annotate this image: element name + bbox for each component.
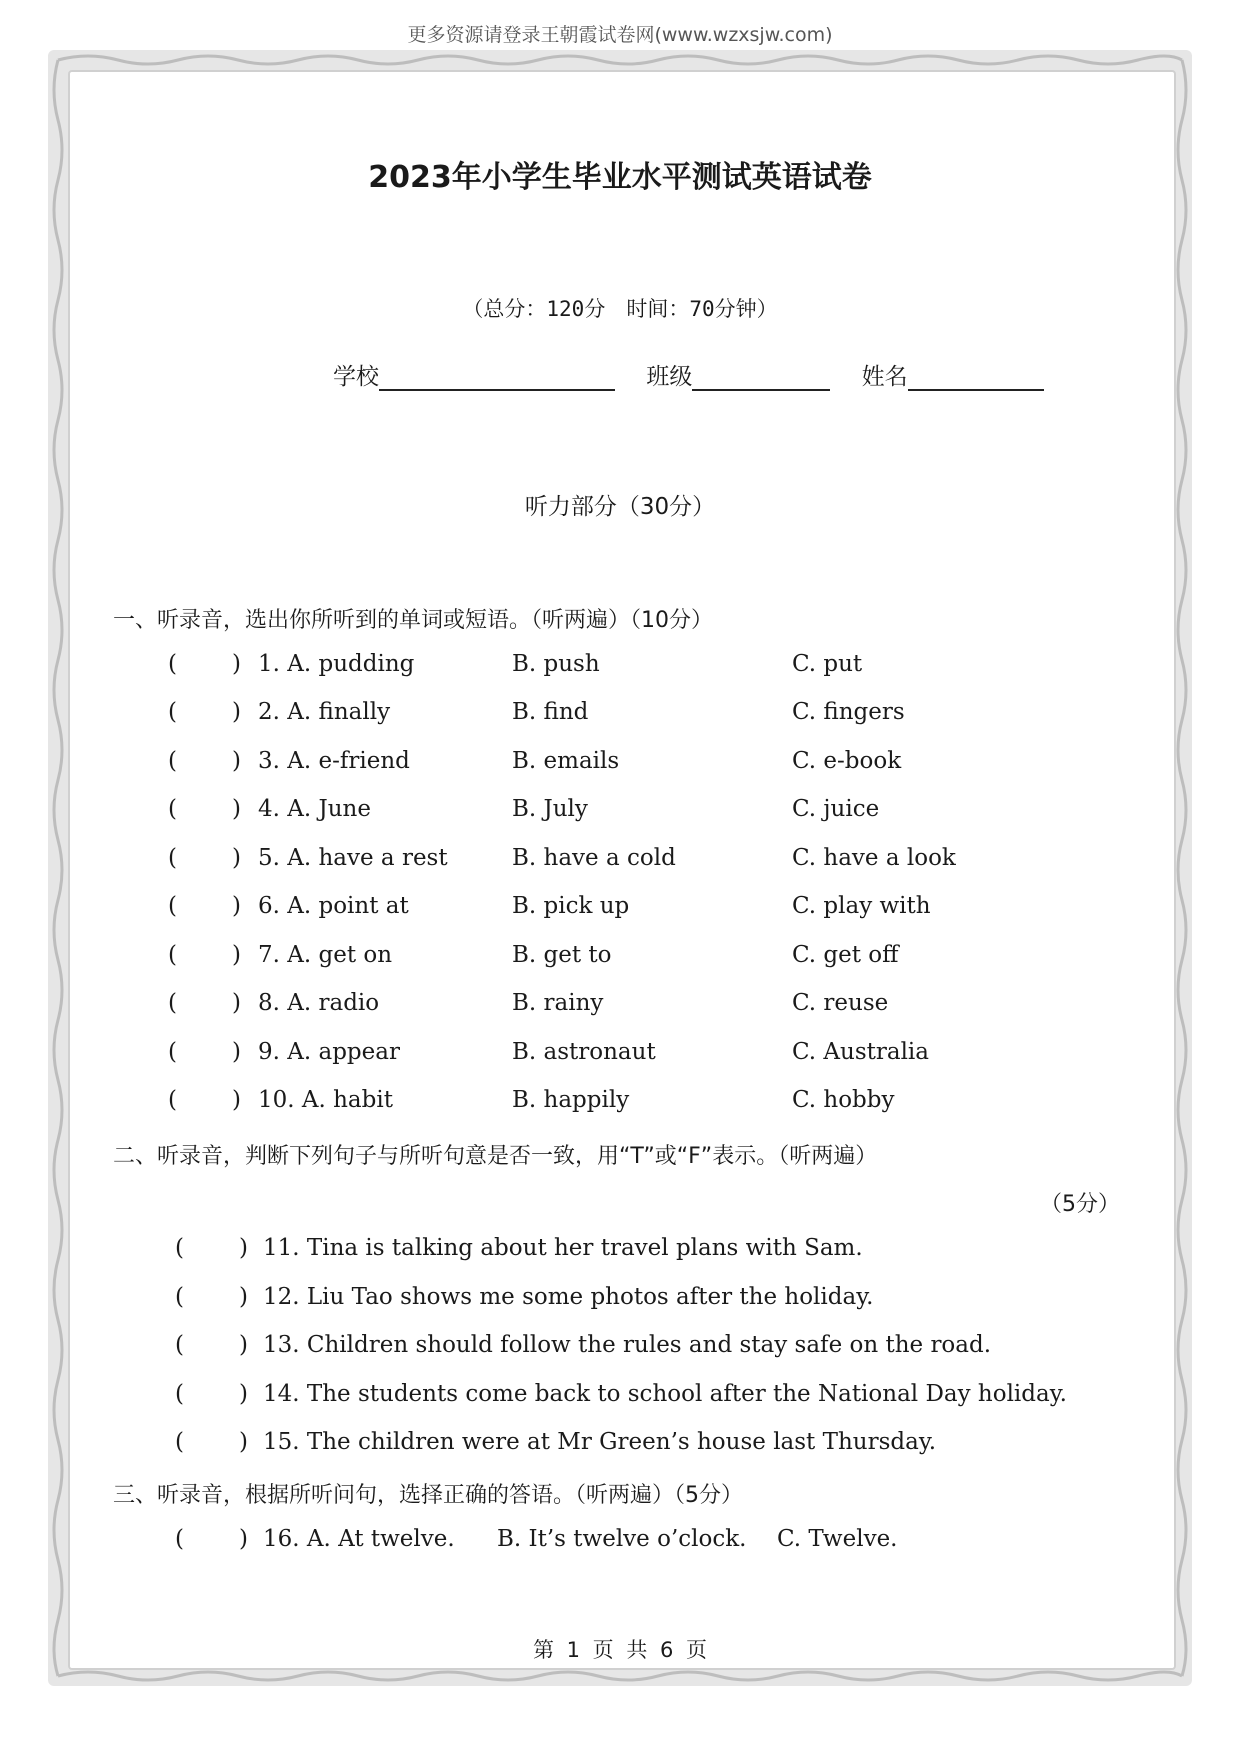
option-b: B. It’s twelve o’clock. — [497, 1526, 747, 1552]
answer-paren-right: ) — [239, 1526, 248, 1552]
answer-paren-left[interactable]: ( — [168, 699, 177, 725]
school-label: 学校 — [333, 364, 379, 390]
exam-title: 2023年小学生毕业水平测试英语试卷 — [368, 160, 872, 195]
option-a: 9. A. appear — [258, 1039, 400, 1065]
answer-paren-right: ) — [232, 699, 241, 725]
answer-paren-left[interactable]: ( — [175, 1381, 184, 1407]
answer-paren-right: ) — [232, 990, 241, 1016]
class-blank[interactable] — [692, 365, 830, 391]
answer-paren-left[interactable]: ( — [168, 796, 177, 822]
answer-paren-right: ) — [239, 1284, 248, 1310]
answer-paren-left[interactable]: ( — [168, 748, 177, 774]
student-info — [333, 358, 1044, 391]
answer-paren-right: ) — [232, 748, 241, 774]
option-b: B. rainy — [512, 990, 604, 1016]
option-a: 5. A. have a rest — [258, 845, 448, 871]
option-a: 6. A. point at — [258, 893, 409, 919]
name-label: 姓名 — [861, 364, 908, 390]
statement-text: 12. Liu Tao shows me some photos after the holiday. — [263, 1284, 874, 1310]
statement-text: 11. Tina is talking about her travel plans with Sam. — [263, 1235, 863, 1261]
statement-text: 14. The students come back to school after the National Day holiday. — [263, 1381, 1067, 1407]
statement-text: 15. The children were at Mr Green’s house last Thursday. — [263, 1429, 937, 1455]
page-footer: 第 1 页 共 6 页 — [532, 1638, 708, 1662]
answer-paren-left[interactable]: ( — [168, 990, 177, 1016]
option-a: 2. A. finally — [258, 699, 391, 725]
exam-meta: （总分：120分 时间：70分钟） — [462, 297, 778, 321]
option-c: C. juice — [792, 796, 880, 822]
answer-paren-left[interactable]: ( — [175, 1235, 184, 1261]
option-a: 10. A. habit — [258, 1087, 393, 1113]
answer-paren-left[interactable]: ( — [175, 1429, 184, 1455]
answer-paren-left[interactable]: ( — [175, 1284, 184, 1310]
part1-heading: 一、听录音，选出你所听到的单词或短语。（听两遍）（10分） — [113, 608, 713, 633]
option-b: B. astronaut — [512, 1039, 656, 1065]
option-b: B. have a cold — [512, 845, 676, 871]
option-c: C. hobby — [792, 1087, 895, 1113]
option-c: C. have a look — [792, 845, 956, 871]
option-b: B. happily — [512, 1087, 630, 1113]
option-a: 4. A. June — [258, 796, 371, 822]
answer-paren-right: ) — [232, 893, 241, 919]
option-c: C. e-book — [792, 748, 902, 774]
answer-paren-right: ) — [232, 1087, 241, 1113]
option-a: 16. A. At twelve. — [263, 1526, 455, 1552]
option-a: 3. A. e-friend — [258, 748, 410, 774]
option-b: B. July — [512, 796, 588, 822]
answer-paren-left[interactable]: ( — [168, 1087, 177, 1113]
answer-paren-right: ) — [232, 651, 241, 677]
option-c: C. play with — [792, 893, 931, 919]
option-b: B. emails — [512, 748, 620, 774]
option-a: 8. A. radio — [258, 990, 380, 1016]
option-c: C. get off — [792, 942, 899, 968]
part2-score: （5分） — [1040, 1192, 1120, 1217]
answer-paren-right: ) — [239, 1429, 248, 1455]
class-label: 班级 — [646, 364, 693, 390]
answer-paren-right: ) — [239, 1235, 248, 1261]
part2-heading: 二、听录音，判断下列句子与所听句意是否一致，用“T”或“F”表示。（听两遍） — [113, 1144, 878, 1169]
name-blank[interactable] — [908, 365, 1044, 391]
statement-text: 13. Children should follow the rules and stay safe on the road. — [263, 1332, 992, 1358]
answer-paren-right: ) — [232, 942, 241, 968]
option-c: C. Twelve. — [777, 1526, 898, 1552]
answer-paren-left[interactable]: ( — [175, 1332, 184, 1358]
option-b: B. push — [512, 651, 600, 677]
school-blank[interactable] — [379, 365, 615, 391]
answer-paren-left[interactable]: ( — [175, 1526, 184, 1552]
option-b: B. pick up — [512, 893, 630, 919]
answer-paren-right: ) — [232, 1039, 241, 1065]
option-c: C. fingers — [792, 699, 905, 725]
answer-paren-right: ) — [239, 1332, 248, 1358]
answer-paren-left[interactable]: ( — [168, 845, 177, 871]
option-c: C. Australia — [792, 1039, 930, 1065]
answer-paren-left[interactable]: ( — [168, 893, 177, 919]
option-b: B. get to — [512, 942, 612, 968]
answer-paren-left[interactable]: ( — [168, 942, 177, 968]
option-c: C. put — [792, 651, 863, 677]
answer-paren-right: ) — [232, 845, 241, 871]
option-a: 7. A. get on — [258, 942, 393, 968]
option-c: C. reuse — [792, 990, 889, 1016]
option-b: B. find — [512, 699, 589, 725]
answer-paren-left[interactable]: ( — [168, 1039, 177, 1065]
option-a: 1. A. pudding — [258, 651, 415, 677]
answer-paren-right: ) — [232, 796, 241, 822]
answer-paren-right: ) — [239, 1381, 248, 1407]
watermark: 更多资源请登录王朝霞试卷网(www.wzxsjw.com) — [407, 24, 833, 46]
answer-paren-left[interactable]: ( — [168, 651, 177, 677]
part3-heading: 三、听录音，根据所听问句，选择正确的答语。（听两遍）（5分） — [113, 1483, 743, 1508]
listening-section-title: 听力部分（30分） — [524, 494, 716, 520]
